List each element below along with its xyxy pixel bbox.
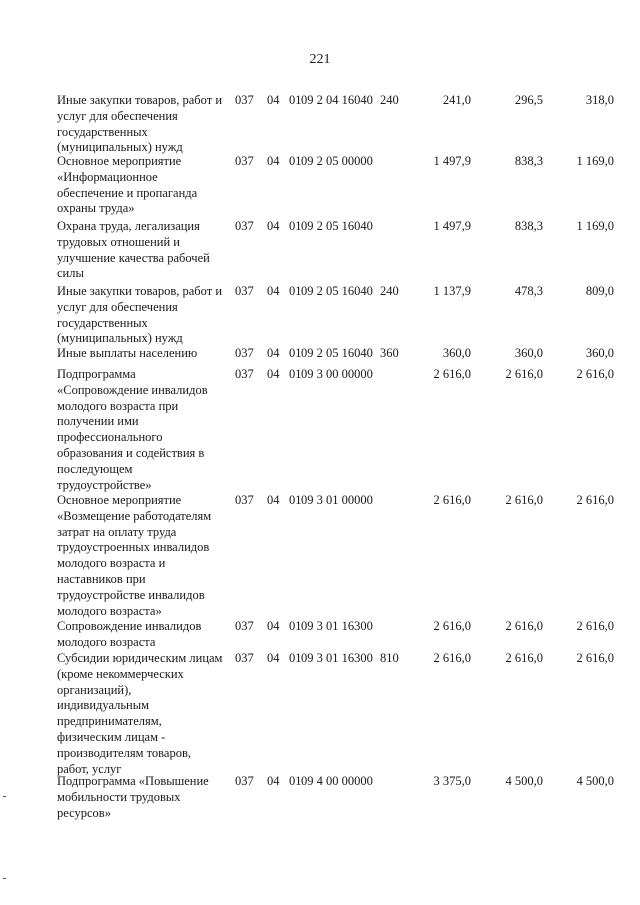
ministry-code: 037 [235, 284, 254, 298]
target-article-code: 09 2 05 00000 [301, 154, 373, 168]
section-code: 04 [267, 367, 280, 381]
row-description: Иные закупки товаров, работ и услуг для обеспечения государственных (муниципальных) нужд [57, 284, 223, 346]
row-description: Субсидии юридическим лицам (кроме некоммерческих организаций), индивидуальным предпринимателям, физическим лицам - производителям товаров, работ, услуг [57, 651, 223, 776]
ministry-code: 037 [235, 93, 254, 107]
expense-type-code: 810 [380, 651, 399, 665]
amount-year-3: 1 169,0 [576, 219, 614, 233]
amount-year-2: 296,5 [514, 93, 543, 107]
amount-year-3: 2 616,0 [576, 651, 614, 665]
amount-year-1: 1 497,9 [433, 154, 471, 168]
subsection-code: 01 [289, 493, 302, 507]
target-article-code: 09 4 00 00000 [301, 774, 373, 788]
amount-year-1: 241,0 [442, 93, 471, 107]
ministry-code: 037 [235, 219, 254, 233]
amount-year-1: 1 497,9 [433, 219, 471, 233]
row-description: Сопровождение инвалидов молодого возраста [57, 619, 202, 649]
amount-year-1: 2 616,0 [433, 493, 471, 507]
amount-year-2: 2 616,0 [505, 651, 543, 665]
subsection-code: 01 [289, 367, 302, 381]
ministry-code: 037 [235, 493, 254, 507]
expense-type-code: 360 [380, 346, 399, 360]
subsection-code: 01 [289, 651, 302, 665]
amount-year-2: 2 616,0 [505, 619, 543, 633]
amount-year-1: 2 616,0 [433, 367, 471, 381]
section-code: 04 [267, 93, 280, 107]
ministry-code: 037 [235, 154, 254, 168]
amount-year-3: 1 169,0 [576, 154, 614, 168]
expense-type-code: 240 [380, 284, 399, 298]
amount-year-3: 4 500,0 [576, 774, 614, 788]
amount-year-2: 4 500,0 [505, 774, 543, 788]
subsection-code: 01 [289, 619, 302, 633]
amount-year-3: 2 616,0 [576, 493, 614, 507]
target-article-code: 09 3 01 16300 [301, 619, 373, 633]
row-description: Основное мероприятие «Информационное обеспечение и пропаганда охраны труда» [57, 154, 198, 216]
subsection-code: 01 [289, 93, 302, 107]
page-number: 221 [309, 52, 331, 67]
scan-mark [3, 878, 6, 879]
amount-year-1: 3 375,0 [433, 774, 471, 788]
section-code: 04 [267, 619, 280, 633]
section-code: 04 [267, 154, 280, 168]
ministry-code: 037 [235, 367, 254, 381]
row-description: Иные выплаты населению [57, 346, 198, 360]
subsection-code: 01 [289, 346, 302, 360]
section-code: 04 [267, 219, 280, 233]
target-article-code: 09 2 05 16040 [301, 346, 373, 360]
section-code: 04 [267, 774, 280, 788]
amount-year-1: 2 616,0 [433, 651, 471, 665]
amount-year-2: 2 616,0 [505, 493, 543, 507]
amount-year-2: 2 616,0 [505, 367, 543, 381]
amount-year-1: 360,0 [442, 346, 471, 360]
target-article-code: 09 3 01 16300 [301, 651, 373, 665]
amount-year-2: 360,0 [514, 346, 543, 360]
target-article-code: 09 3 01 00000 [301, 493, 373, 507]
target-article-code: 09 2 05 16040 [301, 284, 373, 298]
target-article-code: 09 2 05 16040 [301, 219, 373, 233]
section-code: 04 [267, 284, 280, 298]
target-article-code: 09 2 04 16040 [301, 93, 373, 107]
amount-year-1: 1 137,9 [433, 284, 471, 298]
row-description: Основное мероприятие «Возмещение работодателям затрат на оплату труда трудоустроенных инвалидов молодого возраста и наставников при трудоустройстве инвалидов молодого возраста» [57, 493, 212, 618]
section-code: 04 [267, 651, 280, 665]
ministry-code: 037 [235, 774, 254, 788]
amount-year-3: 809,0 [585, 284, 614, 298]
subsection-code: 01 [289, 219, 302, 233]
subsection-code: 01 [289, 284, 302, 298]
amount-year-3: 318,0 [585, 93, 614, 107]
section-code: 04 [267, 493, 280, 507]
ministry-code: 037 [235, 346, 254, 360]
amount-year-2: 478,3 [514, 284, 543, 298]
amount-year-2: 838,3 [514, 154, 543, 168]
expense-type-code: 240 [380, 93, 399, 107]
amount-year-3: 2 616,0 [576, 619, 614, 633]
row-description: Иные закупки товаров, работ и услуг для обеспечения государственных (муниципальных) нужд [57, 93, 223, 155]
subsection-code: 01 [289, 774, 302, 788]
scan-mark [3, 796, 6, 797]
ministry-code: 037 [235, 651, 254, 665]
amount-year-3: 360,0 [585, 346, 614, 360]
section-code: 04 [267, 346, 280, 360]
row-description: Подпрограмма «Сопровождение инвалидов молодого возраста при получении ими профессионального образования и содействия в последующем трудоустройстве» [57, 367, 208, 492]
row-description: Подпрограмма «Повышение мобильности трудовых ресурсов» [57, 774, 209, 820]
row-description: Охрана труда, легализация трудовых отношений и улучшение качества рабочей силы [57, 219, 210, 281]
amount-year-2: 838,3 [514, 219, 543, 233]
amount-year-1: 2 616,0 [433, 619, 471, 633]
ministry-code: 037 [235, 619, 254, 633]
target-article-code: 09 3 00 00000 [301, 367, 373, 381]
subsection-code: 01 [289, 154, 302, 168]
amount-year-3: 2 616,0 [576, 367, 614, 381]
